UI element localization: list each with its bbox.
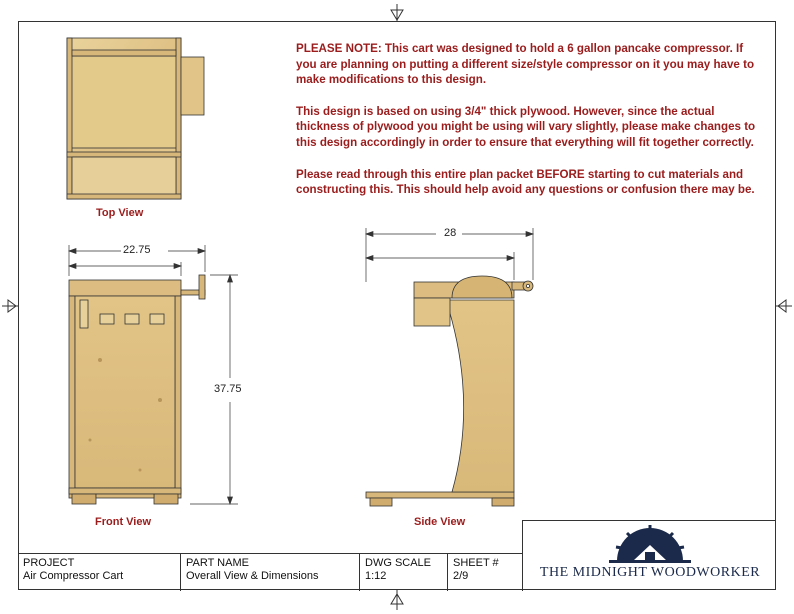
title-block [18, 553, 523, 591]
note-read-first: Please read through this entire plan packet BEFORE starting to cut materials and constructing this. This should help avoid any questions or confusion there may be. [296, 167, 755, 197]
side-view-drawing [366, 276, 533, 506]
sheet-label: SHEET # [453, 557, 499, 569]
note-compressor: PLEASE NOTE: This cart was designed to hold a 6 gallon pancake compressor. If you are planning on putting a different size/style compressor on it you may have to make modifications to this design. [296, 42, 755, 87]
title-scale-cell [360, 554, 448, 591]
front-view-drawing [69, 275, 205, 504]
dim-front-height: 37.75 [214, 383, 242, 395]
note-plywood: This design is based on using 3/4" thick plywood. However, since the actual thickness of plywood you might be using will vary slightly, please make changes to this design accordingly in order to ensure that everything will fit together correctly. [296, 104, 756, 149]
title-sheet-cell [448, 554, 523, 591]
top-view-label: Top View [96, 207, 144, 219]
part-label: PART NAME [186, 557, 249, 569]
dim-side-width: 28 [444, 227, 457, 239]
logo-text: THE MIDNIGHT WOODWORKER [539, 565, 761, 580]
project-value: Air Compressor Cart [23, 570, 124, 582]
dim-front-width: 22.75 [123, 244, 151, 256]
top-view-drawing [67, 38, 204, 199]
sheet-value: 2/9 [453, 570, 469, 582]
front-view-label: Front View [95, 516, 152, 528]
scale-value: 1:12 [365, 570, 387, 582]
scale-label: DWG SCALE [365, 557, 432, 569]
side-view-label: Side View [414, 516, 466, 528]
design-notes [296, 41, 761, 214]
project-label: PROJECT [23, 557, 75, 569]
title-project-cell [18, 554, 181, 591]
part-value: Overall View & Dimensions [186, 570, 319, 582]
saw-blade-house-icon [523, 521, 777, 567]
title-part-cell [181, 554, 360, 591]
logo-box [522, 520, 776, 590]
